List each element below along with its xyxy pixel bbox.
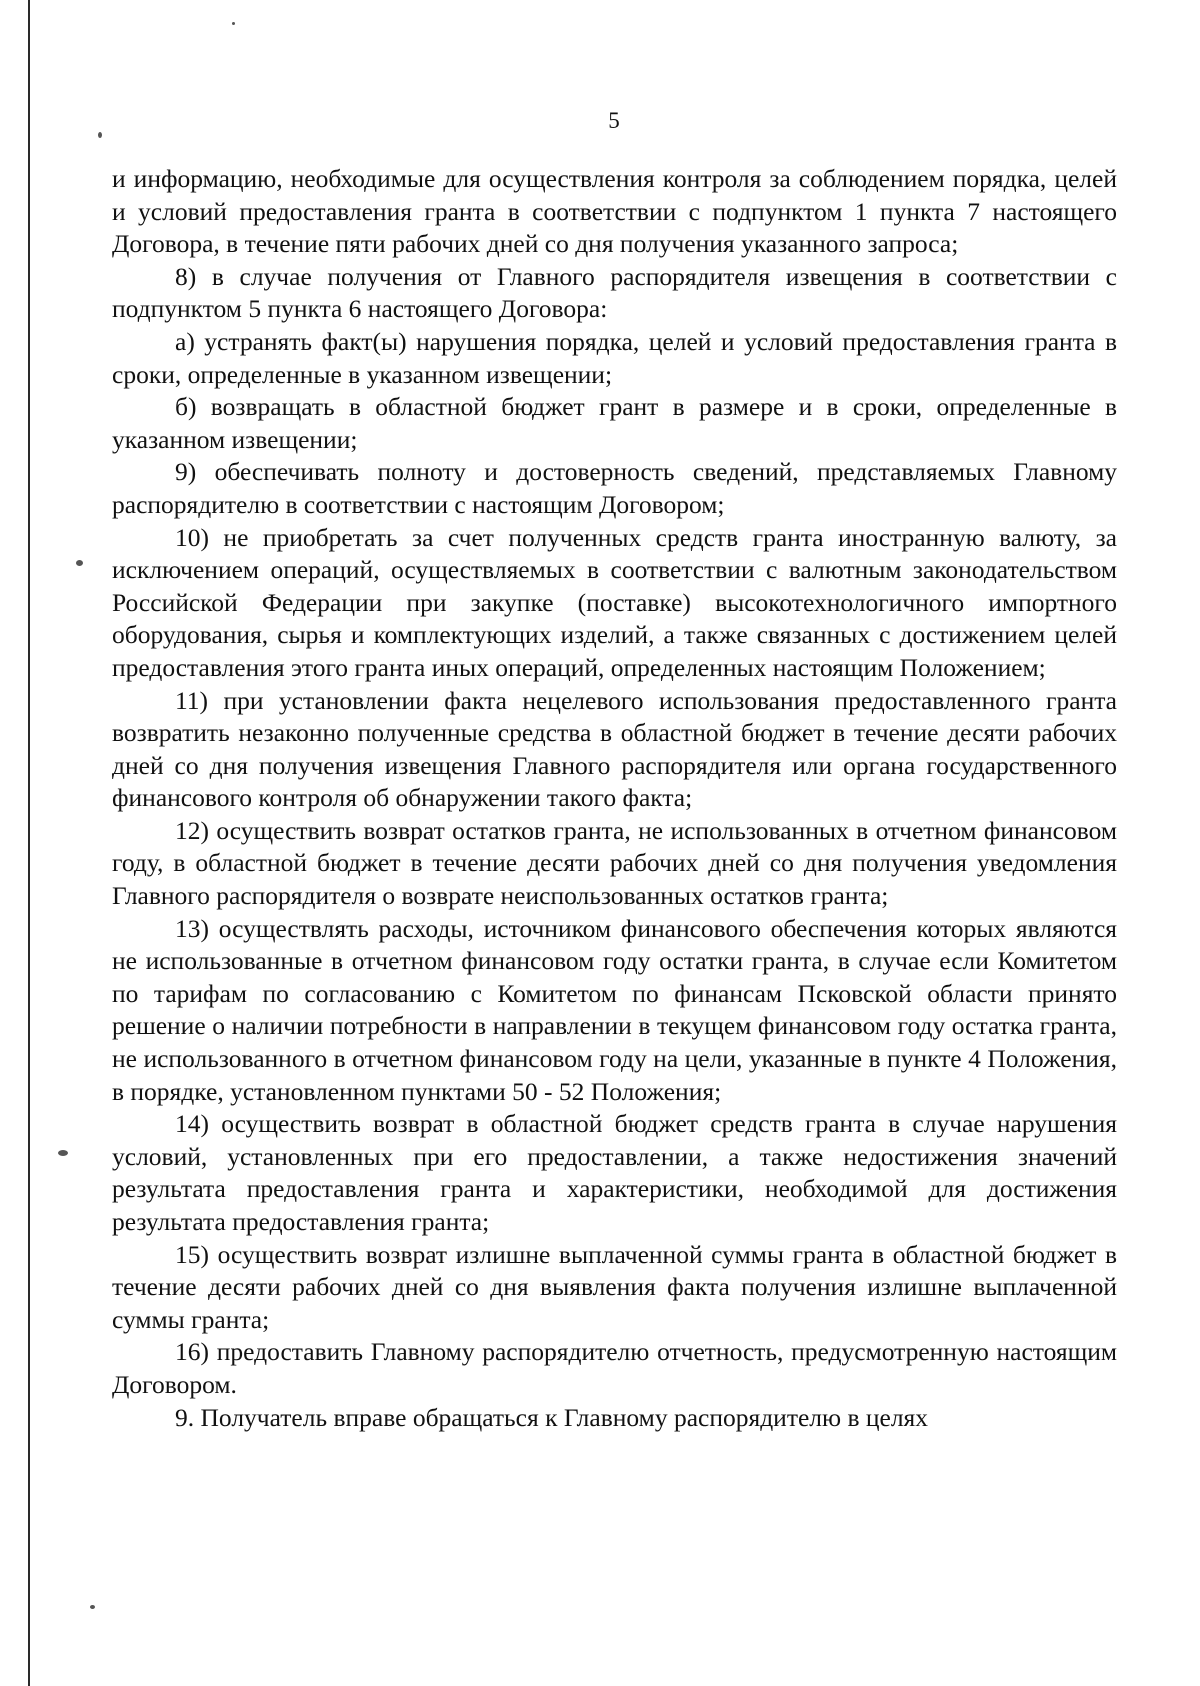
page-left-border: [28, 0, 30, 1686]
scan-speck: [58, 1150, 68, 1156]
paragraph-item-13: 13) осуществлять расходы, источником финансового обеспечения которых являются не использованные в отчетном финансовом году остатки гранта, в случае если Комитетом по тарифам по согласованию с Комитетом по финансам Псковской области принято решение о наличии потребности в направлении в текущем финансовом году остатка гранта, не использованного в отчетном финансовом году на цели, указанные в пункте 4 Положения, в порядке, установленном пунктами 50 - 52 Положения;: [112, 913, 1117, 1106]
scan-speck: [90, 1605, 95, 1609]
paragraph-item-15: 15) осуществить возврат излишне выплаченной суммы гранта в областной бюджет в течение десяти рабочих дней со дня выявления факта получения излишне выплаченной суммы гранта;: [112, 1239, 1117, 1334]
paragraph-section-9: 9. Получатель вправе обращаться к Главному распорядителю в целях: [175, 1402, 929, 1432]
paragraph-item-8a: а) устранять факт(ы) нарушения порядка, целей и условий предоставления гранта в сроки, определенные в указанном извещении;: [112, 326, 1117, 389]
paragraph-item-9: 9) обеспечивать полноту и достоверность сведений, представляемых Главному распорядителю в соответствии с настоящим Договором;: [112, 457, 1117, 519]
page-number: 5: [608, 108, 620, 133]
paragraph-continuation: и информацию, необходимые для осуществления контроля за соблюдением порядка, целей и условий предоставления гранта в соответствии с подпунктом 1 пункта 7 настоящего Договора, в течение пяти рабочих дней со дня получения указанного запроса;: [112, 164, 1117, 259]
scan-speck: [232, 22, 235, 25]
paragraph-item-16: 16) предоставить Главному распорядителю отчетность, предусмотренную настоящим Договором.: [112, 1337, 1117, 1399]
scan-speck: [76, 560, 83, 566]
paragraph-item-14: 14) осуществить возврат в областной бюджет средств гранта в случае нарушения условий, установленных при его предоставлении, а также недостижения значений результата предоставления гранта и характеристики, необходимой для достижения результата предоставления гранта;: [112, 1109, 1117, 1236]
paragraph-item-8: 8) в случае получения от Главного распорядителя извещения в соответствии с подпунктом 5 пункта 6 настоящего Договора:: [112, 261, 1117, 324]
paragraph-item-11: 11) при установлении факта нецелевого использования предоставленного гранта возвратить незаконно полученные средства в областной бюджет в течение десяти рабочих дней со дня получения извещения Главного распорядителя или органа государственного финансового контроля об обнаружении такого факта;: [112, 685, 1117, 813]
paragraph-item-8b: б) возвращать в областной бюджет грант в размере и в сроки, определенные в указанном извещении;: [112, 392, 1117, 454]
paragraph-item-12: 12) осуществить возврат остатков гранта, не использованных в отчетном финансовом году, в областной бюджет в течение десяти рабочих дней со дня получения уведомления Главного распорядителя о возврате неиспользованных остатков гранта;: [112, 815, 1117, 911]
document-body: [112, 163, 1117, 1434]
paragraph-item-10: 10) не приобретать за счет полученных средств гранта иностранную валюту, за исключением операций, осуществляемых в соответствии с валютным законодательством Российской Федерации при закупке (поставке) высокотехнологичного импортного оборудования, сырья и комплектующих изделий, а также связанных с достижением целей предоставления этого гранта иных операций, определенных настоящим Положением;: [112, 522, 1117, 682]
